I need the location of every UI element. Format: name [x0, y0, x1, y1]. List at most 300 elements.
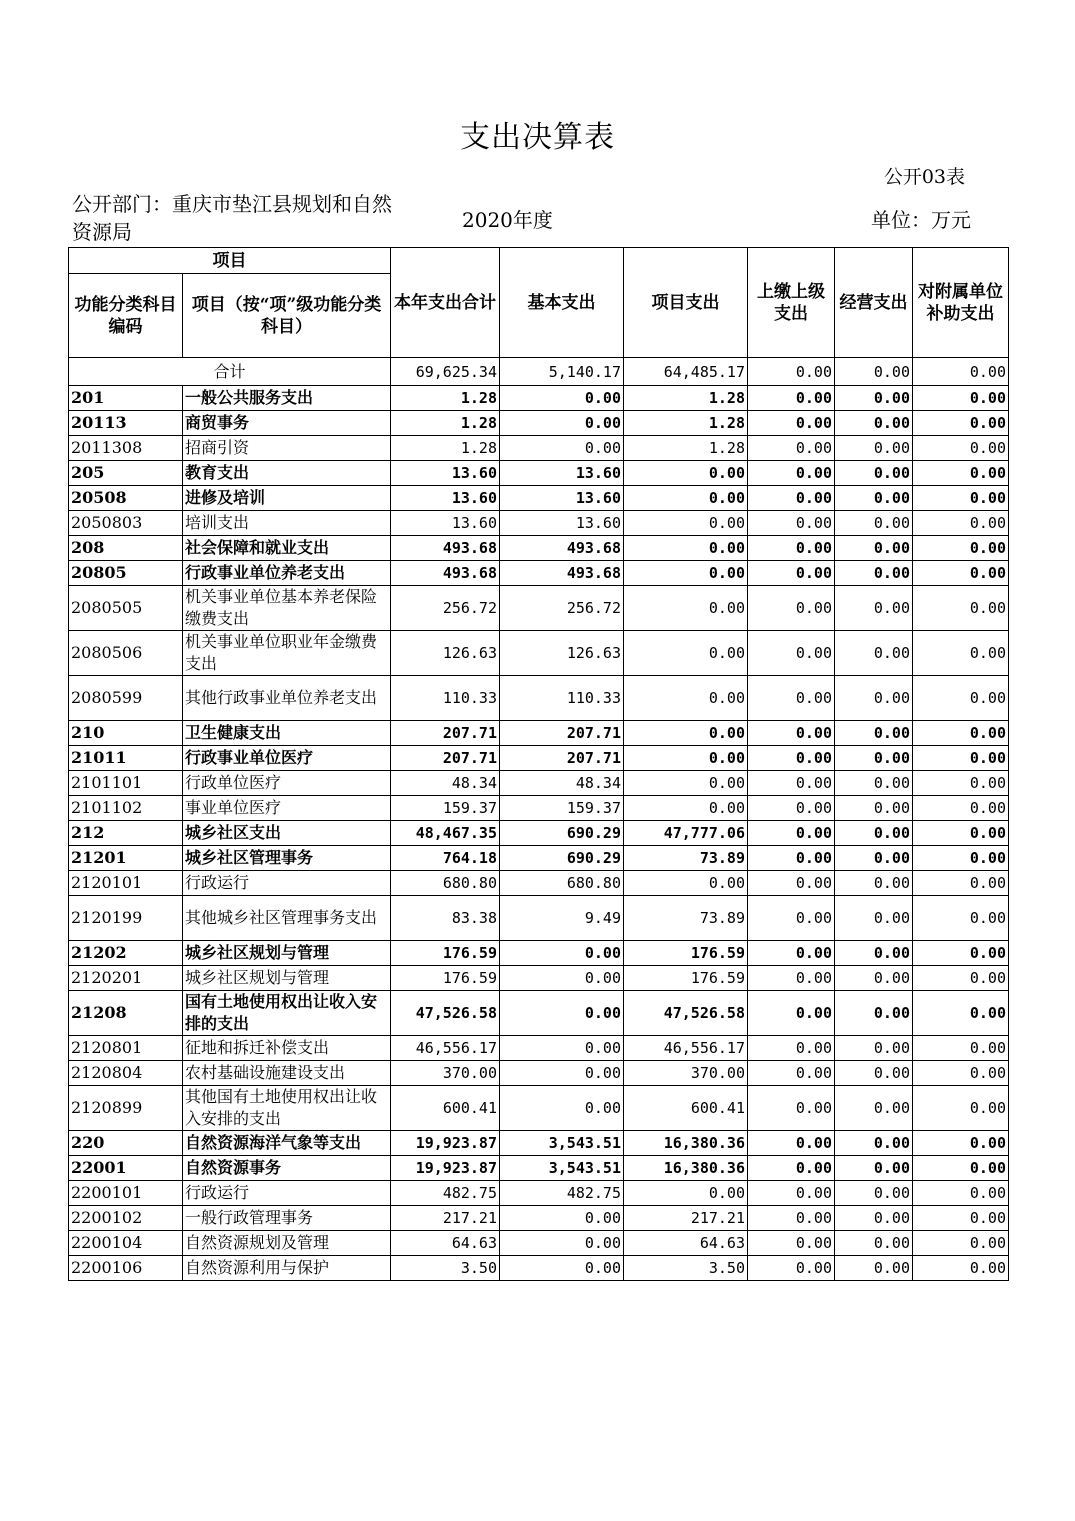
- row-value: 600.41: [624, 1086, 748, 1131]
- row-value: 110.33: [391, 676, 500, 721]
- row-value: 0.00: [835, 1036, 913, 1061]
- row-value: 0.00: [624, 721, 748, 746]
- row-value: 0.00: [835, 991, 913, 1036]
- row-value: 0.00: [835, 896, 913, 941]
- row-code: 2200101: [69, 1181, 183, 1206]
- table-row: [69, 1256, 1009, 1281]
- row-value: 176.59: [624, 966, 748, 991]
- row-value: 126.63: [500, 631, 624, 676]
- row-value: 0.00: [835, 721, 913, 746]
- row-value: 0.00: [748, 386, 835, 411]
- row-code: 2120801: [69, 1036, 183, 1061]
- row-value: 46,556.17: [624, 1036, 748, 1061]
- row-value: 0.00: [835, 846, 913, 871]
- row-code: 2120899: [69, 1086, 183, 1131]
- header-upper: 上缴上级支出: [748, 248, 835, 358]
- total-cell: 5,140.17: [500, 358, 624, 386]
- row-value: 764.18: [391, 846, 500, 871]
- row-value: 0.00: [624, 631, 748, 676]
- row-value: 0.00: [500, 966, 624, 991]
- table-row: [69, 1206, 1009, 1231]
- row-code: 220: [69, 1131, 183, 1156]
- row-value: 0.00: [913, 796, 1009, 821]
- row-code: 212: [69, 821, 183, 846]
- row-value: 0.00: [913, 536, 1009, 561]
- row-value: 0.00: [913, 1181, 1009, 1206]
- row-name: 城乡社区规划与管理: [183, 966, 391, 991]
- row-value: 0.00: [913, 721, 1009, 746]
- row-value: 0.00: [835, 631, 913, 676]
- row-value: 0.00: [748, 746, 835, 771]
- row-value: 0.00: [913, 1206, 1009, 1231]
- row-value: 600.41: [391, 1086, 500, 1131]
- row-value: 680.80: [500, 871, 624, 896]
- row-code: 2050803: [69, 511, 183, 536]
- header-subsidy: 对附属单位补助支出: [913, 248, 1009, 358]
- table-row: [69, 676, 1009, 721]
- row-value: 0.00: [835, 511, 913, 536]
- table-row: [69, 771, 1009, 796]
- row-code: 2080599: [69, 676, 183, 721]
- table-row: [69, 631, 1009, 676]
- row-value: 0.00: [835, 1061, 913, 1086]
- row-name: 征地和拆迁补偿支出: [183, 1036, 391, 1061]
- table-row: [69, 1231, 1009, 1256]
- table-row: [69, 561, 1009, 586]
- row-name: 自然资源规划及管理: [183, 1231, 391, 1256]
- row-value: 0.00: [748, 486, 835, 511]
- row-value: 0.00: [748, 1131, 835, 1156]
- row-code: 208: [69, 536, 183, 561]
- row-code: 201: [69, 386, 183, 411]
- row-name: 机关事业单位基本养老保险缴费支出: [183, 586, 391, 631]
- row-value: 0.00: [913, 511, 1009, 536]
- row-value: 19,923.87: [391, 1156, 500, 1181]
- row-value: 0.00: [913, 1131, 1009, 1156]
- row-code: 20508: [69, 486, 183, 511]
- row-code: 21201: [69, 846, 183, 871]
- row-value: 0.00: [913, 1256, 1009, 1281]
- row-name: 社会保障和就业支出: [183, 536, 391, 561]
- row-value: 48.34: [500, 771, 624, 796]
- row-value: 47,526.58: [624, 991, 748, 1036]
- table-row: [69, 1036, 1009, 1061]
- row-value: 0.00: [624, 486, 748, 511]
- row-code: 2200106: [69, 1256, 183, 1281]
- row-value: 0.00: [748, 461, 835, 486]
- table-row: [69, 796, 1009, 821]
- row-value: 0.00: [748, 631, 835, 676]
- fiscal-year: 2020年度: [462, 208, 553, 232]
- row-value: 0.00: [748, 436, 835, 461]
- row-name: 进修及培训: [183, 486, 391, 511]
- row-code: 21208: [69, 991, 183, 1036]
- table-row: [69, 411, 1009, 436]
- row-code: 21011: [69, 746, 183, 771]
- header-business: 经营支出: [835, 248, 913, 358]
- row-value: 1.28: [624, 436, 748, 461]
- row-value: 47,777.06: [624, 821, 748, 846]
- row-value: 13.60: [500, 461, 624, 486]
- row-value: 0.00: [748, 991, 835, 1036]
- row-value: 0.00: [500, 1036, 624, 1061]
- row-value: 0.00: [748, 1181, 835, 1206]
- row-value: 0.00: [748, 796, 835, 821]
- header-item: 项目: [69, 248, 391, 274]
- row-code: 2101102: [69, 796, 183, 821]
- row-value: 1.28: [391, 411, 500, 436]
- row-value: 0.00: [835, 436, 913, 461]
- row-value: 207.71: [500, 721, 624, 746]
- row-value: 0.00: [835, 771, 913, 796]
- table-number: 公开03表: [883, 166, 965, 188]
- row-name: 行政事业单位医疗: [183, 746, 391, 771]
- header-total: 本年支出合计: [391, 248, 500, 358]
- row-value: 0.00: [913, 586, 1009, 631]
- table-row: [69, 461, 1009, 486]
- row-value: 0.00: [835, 536, 913, 561]
- row-value: 0.00: [835, 1156, 913, 1181]
- row-code: 20805: [69, 561, 183, 586]
- row-name: 事业单位医疗: [183, 796, 391, 821]
- total-row: [69, 358, 1009, 386]
- row-value: 83.38: [391, 896, 500, 941]
- row-value: 159.37: [500, 796, 624, 821]
- table-row: [69, 821, 1009, 846]
- row-value: 0.00: [748, 676, 835, 721]
- row-value: 0.00: [748, 1036, 835, 1061]
- table-row: [69, 1156, 1009, 1181]
- total-label: 合计: [69, 358, 391, 386]
- row-value: 1.28: [624, 411, 748, 436]
- table-row: [69, 436, 1009, 461]
- row-value: 48,467.35: [391, 821, 500, 846]
- row-value: 493.68: [500, 536, 624, 561]
- row-value: 0.00: [913, 411, 1009, 436]
- row-value: 0.00: [500, 436, 624, 461]
- table-row: [69, 966, 1009, 991]
- table-row: [69, 536, 1009, 561]
- row-value: 110.33: [500, 676, 624, 721]
- row-value: 73.89: [624, 896, 748, 941]
- row-name: 自然资源事务: [183, 1156, 391, 1181]
- row-code: 20113: [69, 411, 183, 436]
- row-value: 0.00: [748, 821, 835, 846]
- row-value: 47,526.58: [391, 991, 500, 1036]
- row-name: 教育支出: [183, 461, 391, 486]
- row-value: 3.50: [391, 1256, 500, 1281]
- row-value: 0.00: [624, 1181, 748, 1206]
- row-value: 16,380.36: [624, 1131, 748, 1156]
- row-value: 0.00: [913, 821, 1009, 846]
- row-value: 493.68: [391, 536, 500, 561]
- header-code: 功能分类科目编码: [69, 274, 183, 358]
- row-value: 0.00: [748, 561, 835, 586]
- row-value: 0.00: [624, 746, 748, 771]
- row-value: 1.28: [391, 436, 500, 461]
- row-value: 0.00: [835, 1181, 913, 1206]
- row-value: 690.29: [500, 846, 624, 871]
- row-value: 0.00: [835, 486, 913, 511]
- row-value: 0.00: [835, 1131, 913, 1156]
- row-name: 自然资源海洋气象等支出: [183, 1131, 391, 1156]
- row-value: 0.00: [500, 1086, 624, 1131]
- row-value: 0.00: [835, 871, 913, 896]
- row-name: 城乡社区支出: [183, 821, 391, 846]
- table-row: [69, 486, 1009, 511]
- row-value: 0.00: [624, 461, 748, 486]
- row-value: 217.21: [624, 1206, 748, 1231]
- row-value: 0.00: [748, 721, 835, 746]
- row-name: 招商引资: [183, 436, 391, 461]
- row-value: 0.00: [624, 536, 748, 561]
- row-value: 13.60: [391, 486, 500, 511]
- expenditure-table: [68, 247, 1009, 1281]
- row-value: 0.00: [748, 586, 835, 631]
- row-value: 0.00: [835, 586, 913, 631]
- row-value: 46,556.17: [391, 1036, 500, 1061]
- row-name: 机关事业单位职业年金缴费支出: [183, 631, 391, 676]
- row-name: 培训支出: [183, 511, 391, 536]
- row-value: 0.00: [624, 561, 748, 586]
- row-code: 2120804: [69, 1061, 183, 1086]
- row-value: 493.68: [391, 561, 500, 586]
- page-title: 支出决算表: [460, 120, 615, 155]
- row-value: 0.00: [748, 511, 835, 536]
- table-row: [69, 386, 1009, 411]
- row-value: 0.00: [835, 411, 913, 436]
- header-basic: 基本支出: [500, 248, 624, 358]
- row-value: 0.00: [913, 746, 1009, 771]
- row-value: 0.00: [835, 676, 913, 721]
- row-value: 0.00: [835, 561, 913, 586]
- row-value: 0.00: [913, 461, 1009, 486]
- row-value: 176.59: [391, 966, 500, 991]
- row-value: 0.00: [913, 386, 1009, 411]
- row-value: 0.00: [500, 1206, 624, 1231]
- row-value: 0.00: [835, 461, 913, 486]
- row-value: 159.37: [391, 796, 500, 821]
- row-value: 0.00: [835, 796, 913, 821]
- unit-label: 单位：万元: [871, 208, 971, 232]
- row-name: 行政事业单位养老支出: [183, 561, 391, 586]
- row-value: 680.80: [391, 871, 500, 896]
- row-value: 207.71: [391, 721, 500, 746]
- row-value: 0.00: [500, 411, 624, 436]
- row-value: 0.00: [913, 1156, 1009, 1181]
- row-value: 73.89: [624, 846, 748, 871]
- row-value: 207.71: [391, 746, 500, 771]
- row-value: 1.28: [391, 386, 500, 411]
- table-row: [69, 511, 1009, 536]
- row-value: 0.00: [913, 1061, 1009, 1086]
- total-cell: 0.00: [835, 358, 913, 386]
- row-code: 22001: [69, 1156, 183, 1181]
- row-value: 0.00: [748, 1061, 835, 1086]
- row-value: 370.00: [391, 1061, 500, 1086]
- total-cell: 0.00: [748, 358, 835, 386]
- department-label: 公开部门：重庆市垫江县规划和自然资源局: [72, 192, 392, 244]
- row-name: 行政运行: [183, 871, 391, 896]
- row-value: 0.00: [748, 771, 835, 796]
- row-value: 482.75: [391, 1181, 500, 1206]
- row-value: 0.00: [500, 991, 624, 1036]
- row-value: 0.00: [748, 536, 835, 561]
- row-value: 0.00: [913, 676, 1009, 721]
- row-value: 0.00: [748, 966, 835, 991]
- row-value: 0.00: [748, 871, 835, 896]
- row-value: 0.00: [748, 941, 835, 966]
- row-value: 482.75: [500, 1181, 624, 1206]
- row-value: 0.00: [835, 941, 913, 966]
- row-value: 0.00: [913, 991, 1009, 1036]
- row-code: 2101101: [69, 771, 183, 796]
- row-value: 0.00: [624, 796, 748, 821]
- row-value: 0.00: [913, 771, 1009, 796]
- row-value: 0.00: [913, 846, 1009, 871]
- row-code: 2120199: [69, 896, 183, 941]
- row-name: 一般行政管理事务: [183, 1206, 391, 1231]
- row-value: 0.00: [835, 746, 913, 771]
- row-value: 0.00: [748, 1256, 835, 1281]
- row-value: 0.00: [748, 1231, 835, 1256]
- row-code: 2120201: [69, 966, 183, 991]
- row-name: 商贸事务: [183, 411, 391, 436]
- row-value: 13.60: [500, 486, 624, 511]
- table-row: [69, 941, 1009, 966]
- row-name: 国有土地使用权出让收入安排的支出: [183, 991, 391, 1036]
- row-name: 农村基础设施建设支出: [183, 1061, 391, 1086]
- row-name: 自然资源利用与保护: [183, 1256, 391, 1281]
- row-value: 256.72: [391, 586, 500, 631]
- row-value: 9.49: [500, 896, 624, 941]
- row-value: 126.63: [391, 631, 500, 676]
- row-value: 217.21: [391, 1206, 500, 1231]
- row-value: 0.00: [748, 1086, 835, 1131]
- row-value: 0.00: [624, 586, 748, 631]
- row-value: 0.00: [913, 631, 1009, 676]
- row-value: 176.59: [391, 941, 500, 966]
- row-code: 21202: [69, 941, 183, 966]
- row-value: 0.00: [748, 1156, 835, 1181]
- row-value: 256.72: [500, 586, 624, 631]
- row-code: 2200104: [69, 1231, 183, 1256]
- header-name: 项目（按“项”级功能分类科目）: [183, 274, 391, 358]
- row-value: 0.00: [835, 821, 913, 846]
- row-value: 0.00: [913, 1231, 1009, 1256]
- row-code: 2080506: [69, 631, 183, 676]
- table-row: [69, 896, 1009, 941]
- row-value: 0.00: [835, 1231, 913, 1256]
- row-value: 0.00: [624, 676, 748, 721]
- row-value: 0.00: [748, 411, 835, 436]
- row-value: 0.00: [500, 1061, 624, 1086]
- row-code: 2011308: [69, 436, 183, 461]
- row-name: 卫生健康支出: [183, 721, 391, 746]
- row-code: 205: [69, 461, 183, 486]
- row-value: 0.00: [835, 1206, 913, 1231]
- row-value: 3.50: [624, 1256, 748, 1281]
- row-value: 0.00: [835, 1086, 913, 1131]
- total-cell: 69,625.34: [391, 358, 500, 386]
- row-value: 0.00: [748, 846, 835, 871]
- row-code: 2200102: [69, 1206, 183, 1231]
- row-value: 493.68: [500, 561, 624, 586]
- row-value: 13.60: [391, 461, 500, 486]
- row-value: 0.00: [624, 771, 748, 796]
- row-value: 0.00: [913, 1086, 1009, 1131]
- row-value: 3,543.51: [500, 1131, 624, 1156]
- row-value: 0.00: [500, 386, 624, 411]
- row-value: 0.00: [500, 1231, 624, 1256]
- table-row: [69, 991, 1009, 1036]
- row-value: 0.00: [835, 966, 913, 991]
- row-code: 2120101: [69, 871, 183, 896]
- row-value: 0.00: [624, 511, 748, 536]
- row-value: 370.00: [624, 1061, 748, 1086]
- row-value: 0.00: [748, 1206, 835, 1231]
- row-value: 16,380.36: [624, 1156, 748, 1181]
- table-row: [69, 1086, 1009, 1131]
- row-name: 行政运行: [183, 1181, 391, 1206]
- row-value: 207.71: [500, 746, 624, 771]
- row-value: 0.00: [913, 966, 1009, 991]
- row-code: 210: [69, 721, 183, 746]
- row-value: 0.00: [835, 386, 913, 411]
- row-value: 13.60: [500, 511, 624, 536]
- row-value: 13.60: [391, 511, 500, 536]
- row-value: 0.00: [913, 1036, 1009, 1061]
- table-row: [69, 746, 1009, 771]
- row-value: 0.00: [913, 941, 1009, 966]
- row-value: 3,543.51: [500, 1156, 624, 1181]
- total-cell: 64,485.17: [624, 358, 748, 386]
- total-cell: 0.00: [913, 358, 1009, 386]
- table-row: [69, 871, 1009, 896]
- row-name: 城乡社区管理事务: [183, 846, 391, 871]
- row-value: 0.00: [913, 436, 1009, 461]
- row-value: 0.00: [835, 1256, 913, 1281]
- row-name: 其他城乡社区管理事务支出: [183, 896, 391, 941]
- row-value: 690.29: [500, 821, 624, 846]
- row-name: 一般公共服务支出: [183, 386, 391, 411]
- header-project: 项目支出: [624, 248, 748, 358]
- row-value: 0.00: [913, 896, 1009, 941]
- row-value: 0.00: [624, 871, 748, 896]
- row-value: 48.34: [391, 771, 500, 796]
- row-name: 行政单位医疗: [183, 771, 391, 796]
- row-value: 176.59: [624, 941, 748, 966]
- row-name: 城乡社区规划与管理: [183, 941, 391, 966]
- table-row: [69, 1061, 1009, 1086]
- row-value: 64.63: [391, 1231, 500, 1256]
- row-value: 0.00: [500, 1256, 624, 1281]
- table-row: [69, 1181, 1009, 1206]
- table-row: [69, 721, 1009, 746]
- row-value: 1.28: [624, 386, 748, 411]
- row-name: 其他行政事业单位养老支出: [183, 676, 391, 721]
- row-value: 19,923.87: [391, 1131, 500, 1156]
- row-value: 64.63: [624, 1231, 748, 1256]
- row-code: 2080505: [69, 586, 183, 631]
- row-value: 0.00: [913, 871, 1009, 896]
- table-row: [69, 586, 1009, 631]
- row-value: 0.00: [500, 941, 624, 966]
- row-value: 0.00: [913, 561, 1009, 586]
- table-row: [69, 846, 1009, 871]
- row-name: 其他国有土地使用权出让收入安排的支出: [183, 1086, 391, 1131]
- row-value: 0.00: [748, 896, 835, 941]
